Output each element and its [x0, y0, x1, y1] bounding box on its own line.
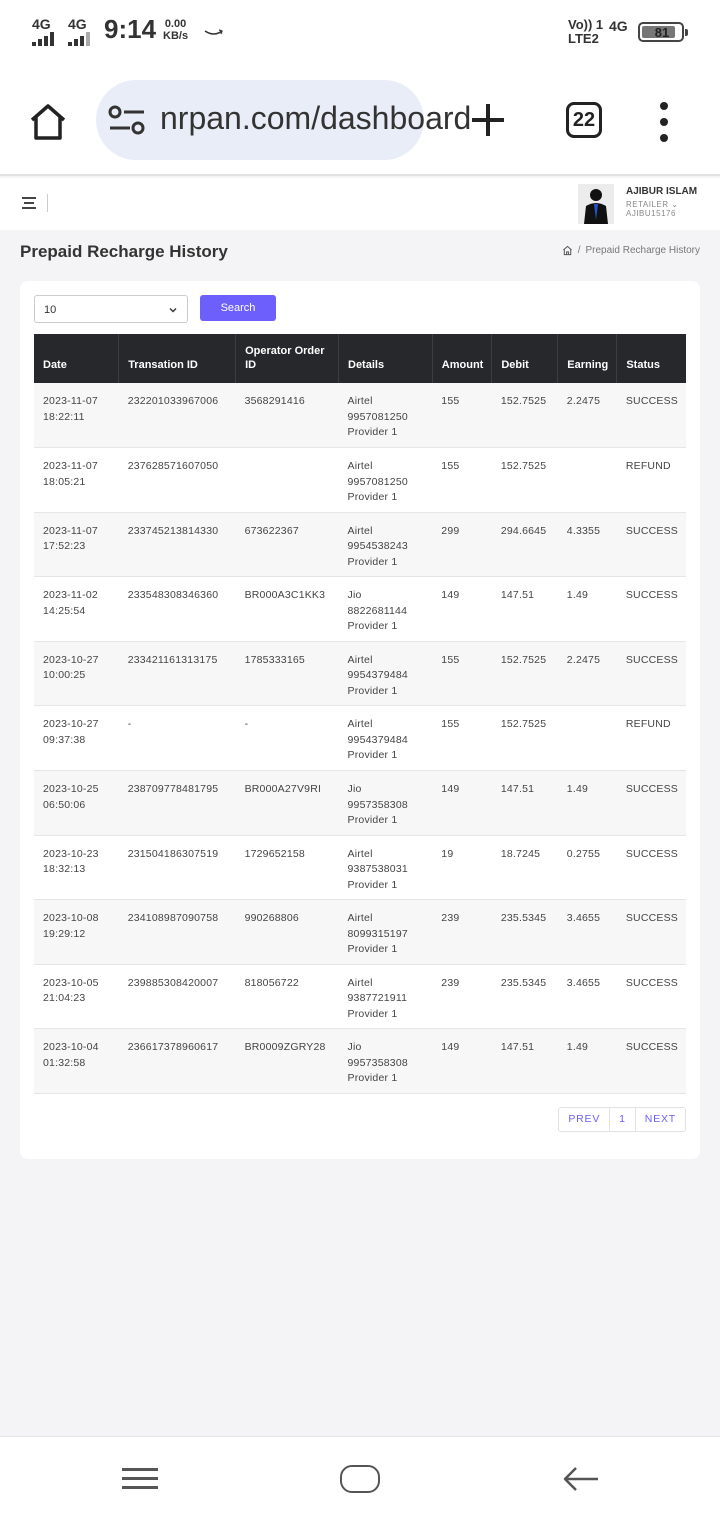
cell-date-time: 09:37:38 [43, 733, 86, 746]
cell-amount-amount: 149 [441, 783, 460, 796]
cell-date-date: 2023-10-04 [43, 1041, 99, 1054]
cell-earning [558, 512, 617, 577]
cell-date-date: 2023-10-27 [43, 653, 99, 666]
cell-debit-debit: 152.7525 [500, 460, 547, 473]
cell-date-time: 01:32:58 [43, 1056, 86, 1069]
user-role[interactable]: RETAILER ⌄ [626, 200, 679, 209]
cell-date [34, 835, 119, 900]
cell-operator-order-id-oid: 673622367 [244, 524, 299, 537]
cell-date-date: 2023-11-02 [43, 589, 98, 602]
cell-date-time: 14:25:54 [43, 604, 86, 617]
prev-page-button[interactable]: PREV [559, 1108, 610, 1131]
more-options-icon[interactable] [658, 102, 670, 142]
cell-earning-earning: 2.2475 [566, 653, 601, 666]
cell-status-status: SUCCESS [625, 395, 678, 407]
cell-details [339, 383, 433, 448]
divider [47, 194, 48, 212]
cell-amount [432, 448, 492, 513]
cell-debit-debit: 147.51 [500, 783, 535, 796]
cell-date [34, 577, 119, 642]
cell-details [339, 706, 433, 771]
breadcrumb-separator: / [577, 245, 581, 256]
cell-transaction-id [119, 771, 236, 836]
speed-unit: KB/s [163, 30, 189, 42]
cell-date-time: 19:29:12 [43, 927, 86, 940]
cell-date [34, 512, 119, 577]
cell-details [339, 448, 433, 513]
cell-status-status: REFUND [625, 460, 671, 473]
pagination [558, 1107, 686, 1132]
cell-date-time: 18:05:21 [43, 475, 86, 488]
cell-debit [492, 448, 558, 513]
col-amount[interactable]: Amount [432, 334, 492, 383]
cell-amount-amount: 299 [441, 524, 460, 537]
cell-debit-debit: 235.5345 [500, 976, 547, 989]
cell-details-op: Airtel [347, 460, 373, 473]
cell-details-num: 9957081250 [347, 475, 408, 488]
cell-operator-order-id [236, 706, 339, 771]
cell-earning [558, 641, 617, 706]
cell-status-status: SUCCESS [625, 1041, 678, 1054]
address-bar[interactable] [96, 80, 472, 160]
cell-earning [558, 383, 617, 448]
back-arrow-icon[interactable] [562, 1465, 600, 1493]
cell-transaction-id [119, 900, 236, 965]
cell-details-prov: Provider 1 [347, 878, 398, 891]
cell-transaction-id-tid: 234108987090758 [127, 912, 219, 925]
cell-details-prov: Provider 1 [347, 426, 398, 438]
cell-details-op: Jio [347, 589, 362, 602]
browser-home-icon[interactable] [26, 100, 70, 144]
cell-debit [492, 383, 558, 448]
cell-earning-earning: 3.4655 [566, 976, 601, 989]
cell-amount-amount: 155 [441, 395, 460, 407]
cell-status-status: SUCCESS [625, 653, 678, 666]
user-name[interactable]: AJIBUR ISLAM [626, 186, 698, 197]
table-row [34, 900, 686, 965]
cell-amount-amount: 239 [441, 976, 460, 989]
cell-operator-order-id-oid: 1785333165 [244, 653, 305, 666]
cell-earning-earning: 4.3355 [566, 524, 601, 537]
cell-status-status: SUCCESS [625, 589, 678, 602]
cell-transaction-id-tid: 238709778481795 [127, 783, 219, 796]
col-operator-order-id[interactable]: Operator Order ID [236, 334, 339, 383]
cell-debit [492, 771, 558, 836]
cell-earning-earning: 1.49 [566, 783, 589, 796]
cell-status-status: SUCCESS [625, 976, 678, 989]
cell-debit-debit: 18.7245 [500, 847, 541, 860]
cell-amount [432, 835, 492, 900]
cell-operator-order-id-oid: 1729652158 [244, 847, 305, 860]
cell-date [34, 448, 119, 513]
cell-operator-order-id [236, 964, 339, 1029]
cell-status [617, 448, 686, 513]
cell-amount [432, 577, 492, 642]
cell-date-date: 2023-10-27 [43, 718, 99, 731]
cell-status [617, 771, 686, 836]
cell-details [339, 512, 433, 577]
cell-amount [432, 641, 492, 706]
site-settings-icon[interactable] [108, 104, 146, 136]
table-row [34, 835, 686, 900]
clock: 9:14 [104, 14, 157, 44]
table-row [34, 448, 686, 513]
cell-transaction-id [119, 577, 236, 642]
cell-details [339, 835, 433, 900]
system-nav-bar [0, 1436, 720, 1520]
page-size-value: 10 [44, 304, 57, 316]
cell-date [34, 641, 119, 706]
cell-debit-debit: 147.51 [500, 1041, 535, 1054]
cell-status [617, 1029, 686, 1094]
tab-switcher-button[interactable]: 22 [566, 102, 602, 138]
volte-top: Vo)) 1 [568, 17, 604, 32]
cell-transaction-id-tid: 232201033967006 [127, 395, 219, 407]
cell-debit [492, 900, 558, 965]
cell-details-num: 9957081250 [347, 410, 408, 423]
battery-level: 81 [654, 25, 670, 40]
cell-status-status: SUCCESS [625, 524, 678, 537]
cell-details [339, 964, 433, 1029]
cell-status [617, 706, 686, 771]
cell-operator-order-id-oid: BR000A3C1KK3 [244, 589, 326, 602]
cell-status-status: SUCCESS [625, 783, 678, 796]
cell-debit-debit: 294.6645 [500, 524, 547, 537]
cell-operator-order-id-oid: - [244, 718, 249, 731]
cell-details-prov: Provider 1 [347, 620, 398, 633]
table-row [34, 512, 686, 577]
search-button[interactable]: Search [200, 295, 276, 321]
cell-transaction-id-tid: 233745213814330 [127, 524, 219, 537]
cell-date-time: 18:22:11 [43, 410, 85, 423]
cell-status-status: SUCCESS [625, 847, 678, 860]
cell-operator-order-id [236, 448, 339, 513]
cell-debit [492, 577, 558, 642]
network-type: 4G [609, 18, 628, 34]
cell-details-op: Airtel [347, 718, 373, 731]
cell-earning [558, 448, 617, 513]
cell-details-num: 9387538031 [347, 863, 408, 876]
cell-transaction-id-tid: - [127, 718, 132, 731]
cell-date-date: 2023-10-05 [43, 976, 99, 989]
cell-details [339, 641, 433, 706]
cell-status [617, 577, 686, 642]
cell-debit [492, 706, 558, 771]
cell-date-time: 06:50:06 [43, 798, 86, 811]
cell-date-time: 17:52:23 [43, 540, 86, 553]
cell-details-num: 9957358308 [347, 798, 408, 811]
cell-transaction-id [119, 448, 236, 513]
cell-details-op: Airtel [347, 653, 373, 666]
cell-date-time: 21:04:23 [43, 992, 86, 1005]
cell-transaction-id-tid: 231504186307519 [127, 847, 219, 860]
table-row [34, 706, 686, 771]
cell-debit-debit: 147.51 [500, 589, 535, 602]
cell-debit-debit: 235.5345 [500, 912, 547, 925]
col-earning[interactable]: Earning [558, 334, 617, 383]
cell-details-prov: Provider 1 [347, 555, 398, 568]
col-details[interactable]: Details [339, 334, 433, 383]
breadcrumb-home-icon[interactable] [562, 245, 573, 256]
cell-details-num: 9954379484 [347, 669, 408, 682]
cell-date-date: 2023-11-07 [43, 524, 98, 537]
cell-operator-order-id [236, 900, 339, 965]
cell-amount [432, 706, 492, 771]
cell-operator-order-id [236, 835, 339, 900]
cell-transaction-id [119, 512, 236, 577]
cell-date-date: 2023-10-08 [43, 912, 99, 925]
cell-details-num: 8099315197 [347, 927, 408, 940]
cell-debit [492, 641, 558, 706]
recharge-history-table [34, 334, 686, 1094]
page-number-button[interactable]: 1 [610, 1108, 636, 1131]
cell-operator-order-id-oid: 3568291416 [244, 395, 305, 407]
cell-details-op: Jio [347, 783, 362, 796]
cell-details-prov: Provider 1 [347, 943, 398, 956]
app-header [0, 178, 720, 230]
cell-earning-earning: 1.49 [566, 589, 589, 602]
cell-date-date: 2023-10-25 [43, 783, 99, 796]
cell-earning [558, 1029, 617, 1094]
cell-status [617, 512, 686, 577]
cell-status [617, 641, 686, 706]
cell-amount-amount: 155 [441, 653, 460, 666]
cell-details-prov: Provider 1 [347, 491, 398, 504]
cell-operator-order-id [236, 383, 339, 448]
cell-earning [558, 964, 617, 1029]
cell-date-time: 18:32:13 [43, 863, 86, 876]
cell-amount [432, 900, 492, 965]
breadcrumb-current: Prepaid Recharge History [585, 245, 700, 256]
cell-earning-earning: 3.4655 [566, 912, 601, 925]
cell-operator-order-id-oid: 990268806 [244, 912, 299, 925]
cell-amount-amount: 155 [441, 718, 460, 731]
cell-status [617, 900, 686, 965]
url-text[interactable]: nrpan.com/dashboard [160, 100, 472, 136]
signal-bars-icon [68, 34, 92, 46]
cell-transaction-id-tid: 233548308346360 [127, 589, 219, 602]
col-date[interactable]: Date [34, 334, 119, 383]
sim2-label: 4G [68, 16, 87, 32]
cell-operator-order-id [236, 512, 339, 577]
cell-details-prov: Provider 1 [347, 1072, 398, 1085]
cell-details-num: 9957358308 [347, 1056, 408, 1069]
battery-icon [638, 22, 684, 42]
new-tab-icon[interactable] [468, 100, 508, 140]
history-card [20, 281, 700, 1159]
cell-earning-earning: 0.2755 [566, 847, 601, 860]
cell-date-date: 2023-10-23 [43, 847, 99, 860]
cell-details [339, 900, 433, 965]
col-debit[interactable]: Debit [492, 334, 558, 383]
avatar[interactable] [578, 184, 614, 224]
cell-debit-debit: 152.7525 [500, 718, 547, 731]
cell-status [617, 835, 686, 900]
cell-details-op: Airtel [347, 847, 373, 860]
cell-amount [432, 964, 492, 1029]
cell-operator-order-id [236, 1029, 339, 1094]
cell-details-op: Airtel [347, 912, 373, 925]
cell-earning [558, 900, 617, 965]
cell-details [339, 771, 433, 836]
cell-date [34, 964, 119, 1029]
network-speed [163, 18, 188, 42]
cell-amount-amount: 149 [441, 1041, 460, 1054]
table-header-row [34, 334, 686, 383]
cell-transaction-id-tid: 236617378960617 [127, 1041, 219, 1054]
cell-details [339, 577, 433, 642]
cell-operator-order-id-oid: BR0009ZGRY28 [244, 1041, 326, 1054]
cell-debit [492, 964, 558, 1029]
status-bar [0, 0, 720, 64]
cell-transaction-id [119, 1029, 236, 1094]
cell-debit-debit: 152.7525 [500, 395, 547, 407]
breadcrumb [562, 245, 700, 256]
cell-amount [432, 512, 492, 577]
cell-details-num: 8822681144 [347, 604, 408, 617]
col-transaction-id[interactable]: Transation ID [119, 334, 236, 383]
speed-value: 0.00 [164, 18, 187, 30]
cell-details-prov: Provider 1 [347, 1007, 398, 1020]
user-id: AJIBU15176 [626, 209, 676, 218]
cell-earning [558, 835, 617, 900]
cell-details-num: 9387721911 [347, 992, 408, 1005]
cell-transaction-id-tid: 239885308420007 [127, 976, 219, 989]
cell-date [34, 1029, 119, 1094]
cell-operator-order-id [236, 771, 339, 836]
cell-operator-order-id [236, 641, 339, 706]
cell-debit [492, 512, 558, 577]
cell-details-op: Airtel [347, 524, 373, 537]
cell-details [339, 1029, 433, 1094]
table-row [34, 383, 686, 448]
cell-amount-amount: 239 [441, 912, 460, 925]
chevron-down-icon [168, 305, 178, 315]
cell-details-num: 9954379484 [347, 733, 408, 746]
amazon-icon [204, 26, 224, 40]
sidebar-toggle-icon[interactable] [22, 197, 36, 209]
cell-status-status: SUCCESS [625, 912, 678, 925]
volte-bottom: LTE2 [568, 31, 599, 46]
cell-date [34, 900, 119, 965]
table-row [34, 964, 686, 1029]
cell-status-status: REFUND [625, 718, 671, 731]
next-page-button[interactable]: NEXT [644, 1113, 676, 1125]
table-row [34, 577, 686, 642]
cell-date-date: 2023-11-07 [43, 395, 98, 407]
cell-details-prov: Provider 1 [347, 814, 398, 827]
cell-earning [558, 706, 617, 771]
table-row [34, 641, 686, 706]
cell-earning-earning: 1.49 [566, 1041, 589, 1054]
cell-transaction-id [119, 383, 236, 448]
cell-amount [432, 771, 492, 836]
browser-toolbar [0, 64, 720, 176]
cell-date-time: 10:00:25 [43, 669, 86, 682]
cell-details-prov: Provider 1 [347, 684, 398, 697]
cell-transaction-id [119, 641, 236, 706]
cell-status [617, 383, 686, 448]
cell-transaction-id [119, 835, 236, 900]
cell-transaction-id [119, 706, 236, 771]
cell-operator-order-id-oid: BR000A27V9RI [244, 783, 322, 796]
cell-status [617, 964, 686, 1029]
cell-earning-earning: 2.2475 [566, 395, 601, 407]
cell-debit-debit: 152.7525 [500, 653, 547, 666]
cell-debit [492, 1029, 558, 1094]
cell-amount-amount: 149 [441, 589, 460, 602]
cell-transaction-id [119, 964, 236, 1029]
page-title: Prepaid Recharge History [20, 242, 228, 261]
cell-date [34, 771, 119, 836]
sim1-label: 4G [32, 16, 51, 32]
cell-details-num: 9954538243 [347, 540, 408, 553]
cell-amount-amount: 155 [441, 460, 460, 473]
cell-operator-order-id-oid: 818056722 [244, 976, 299, 989]
table-row [34, 771, 686, 836]
cell-amount-amount: 19 [441, 847, 454, 860]
cell-operator-order-id [236, 577, 339, 642]
system-home-icon[interactable] [340, 1465, 380, 1493]
col-status[interactable]: Status [626, 359, 660, 371]
page-size-select[interactable] [34, 295, 188, 323]
cell-amount [432, 1029, 492, 1094]
cell-details-op: Jio [347, 1041, 362, 1054]
recent-apps-icon[interactable] [122, 1468, 158, 1490]
volte-indicator [568, 18, 603, 46]
cell-amount [432, 383, 492, 448]
cell-debit [492, 835, 558, 900]
cell-date [34, 383, 119, 448]
cell-transaction-id-tid: 233421161313175 [127, 653, 218, 666]
table-row [34, 1029, 686, 1094]
cell-earning [558, 577, 617, 642]
cell-date-date: 2023-11-07 [43, 460, 98, 473]
cell-transaction-id-tid: 237628571607050 [127, 460, 219, 473]
cell-earning [558, 771, 617, 836]
signal-bars-icon [32, 34, 56, 46]
cell-details-op: Airtel [347, 395, 373, 407]
cell-date [34, 706, 119, 771]
cell-details-prov: Provider 1 [347, 749, 398, 762]
cell-details-op: Airtel [347, 976, 373, 989]
